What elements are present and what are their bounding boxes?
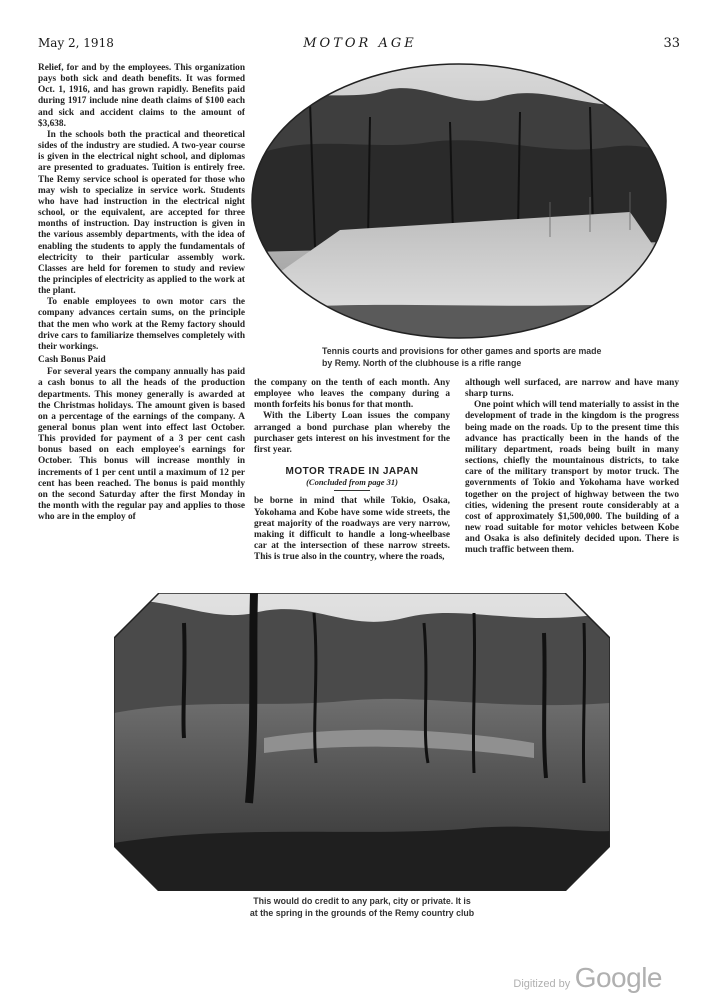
caption-line: This would do credit to any park, city or private. It is: [253, 896, 471, 906]
section-continuation-note: (Concluded from page 31): [306, 477, 398, 488]
park-photo: [114, 593, 610, 891]
section-divider: [334, 490, 370, 491]
digitized-watermark: [513, 962, 662, 994]
tennis-court-photo: [250, 62, 668, 340]
tennis-photo-caption: Tennis courts and provisions for other games and sports are made by Remy. North of the clubhouse is a rifle range: [322, 346, 602, 368]
paragraph: be borne in mind that while Tokio, Osaka, Yokohama and Kobe have some wide streets, the great majority of the roadways are very narrow, making it difficult to handle a long-wheelbase car at the intersection of these narrow streets. This is true also in the country, where the roads,: [254, 496, 450, 563]
subheading: Cash Bonus Paid: [38, 355, 106, 366]
paragraph: With the Liberty Loan issues the company arranged a bond purchase plan whereby the purchaser gets interest on his investment for the first year.: [254, 411, 450, 455]
paragraph: although well surfaced, are narrow and have many sharp turns.: [465, 378, 679, 400]
paragraph: To enable employees to own motor cars the company advances certain sums, on the principle that the men who work at the Remy factory should drive cars to familiarize themselves completely with their workings.: [38, 297, 245, 352]
google-logo: Google: [574, 962, 662, 993]
article-column-right: [465, 378, 679, 590]
park-photo-caption: [212, 895, 512, 919]
paragraph: One point which will tend materially to assist in the development of trade in the kingdom is the progress being made on the roads. Up to the present time this advance has practically been in the hands of the military department, roads being built in many sections, chiefly the mountainous districts, to take care of the military transport by motor truck. The governments of Tokio and Yokohama have worked together on the project of highway between the two cities, widening the present route considerably at a cost of approximately $1,500,000. The building of a new road suitable for motor vehicles between Kobe and Osaka is also definitely decided upon. There is much traffic between them.: [465, 400, 679, 556]
page-header: [0, 36, 720, 56]
section-title: MOTOR TRADE IN JAPAN: [285, 466, 419, 478]
caption-line: at the spring in the grounds of the Remy country club: [249, 908, 475, 918]
watermark-prefix: Digitized by: [513, 978, 571, 990]
article-column-middle: [254, 378, 450, 590]
paragraph: the company on the tenth of each month. Any employee who leaves the company during a month forfeits his bonus for that month.: [254, 378, 450, 411]
paragraph: In the schools both the practical and theoretical sides of the industry are studied. A two-year course is given in the electrical night school, and diplomas are presented to graduates. Tuition is entirely free. The Remy service school is operated for those who may wish to specialize in service work. Students who have had instruction in the electrical night school, or the equivalent, are accepted for three months of instruction. Day instruction is given in the various assembly departments, with the idea of enabling the students to apply the fundamentals of electricity to their particular assembly work. Classes are held for foremen to study and review the principles of electricity as applied to the work at the plant.: [38, 129, 245, 297]
paragraph: For several years the company annually has paid a cash bonus to all the heads of the production departments. This money generally is awarded at the Christmas holidays. The amount given is based on a percentage of the earnings of the company. A general bonus plan went into effect last October. This provided for payment of a 3 per cent cash bonus based on each employee's earnings for October. This bonus will increase monthly in increments of 1 per cent until a maximum of 12 per cent has been reached. The bonus is paid monthly on the second Saturday after the first Monday in the month with the regular pay and applies to those who are in the employ of: [38, 367, 245, 523]
article-column-left: [38, 63, 245, 589]
page-number: 33: [663, 36, 680, 51]
paragraph: Relief, for and by the employees. This organization pays both sick and death benefits. It was formed Oct. 1, 1916, and has grown rapidly. Benefits paid during 1917 include nine death claims of $100 each and sick and accident claims to the amount of $3,638.: [38, 63, 245, 129]
magazine-title: MOTOR AGE: [303, 36, 417, 51]
issue-date: May 2, 1918: [38, 36, 114, 50]
